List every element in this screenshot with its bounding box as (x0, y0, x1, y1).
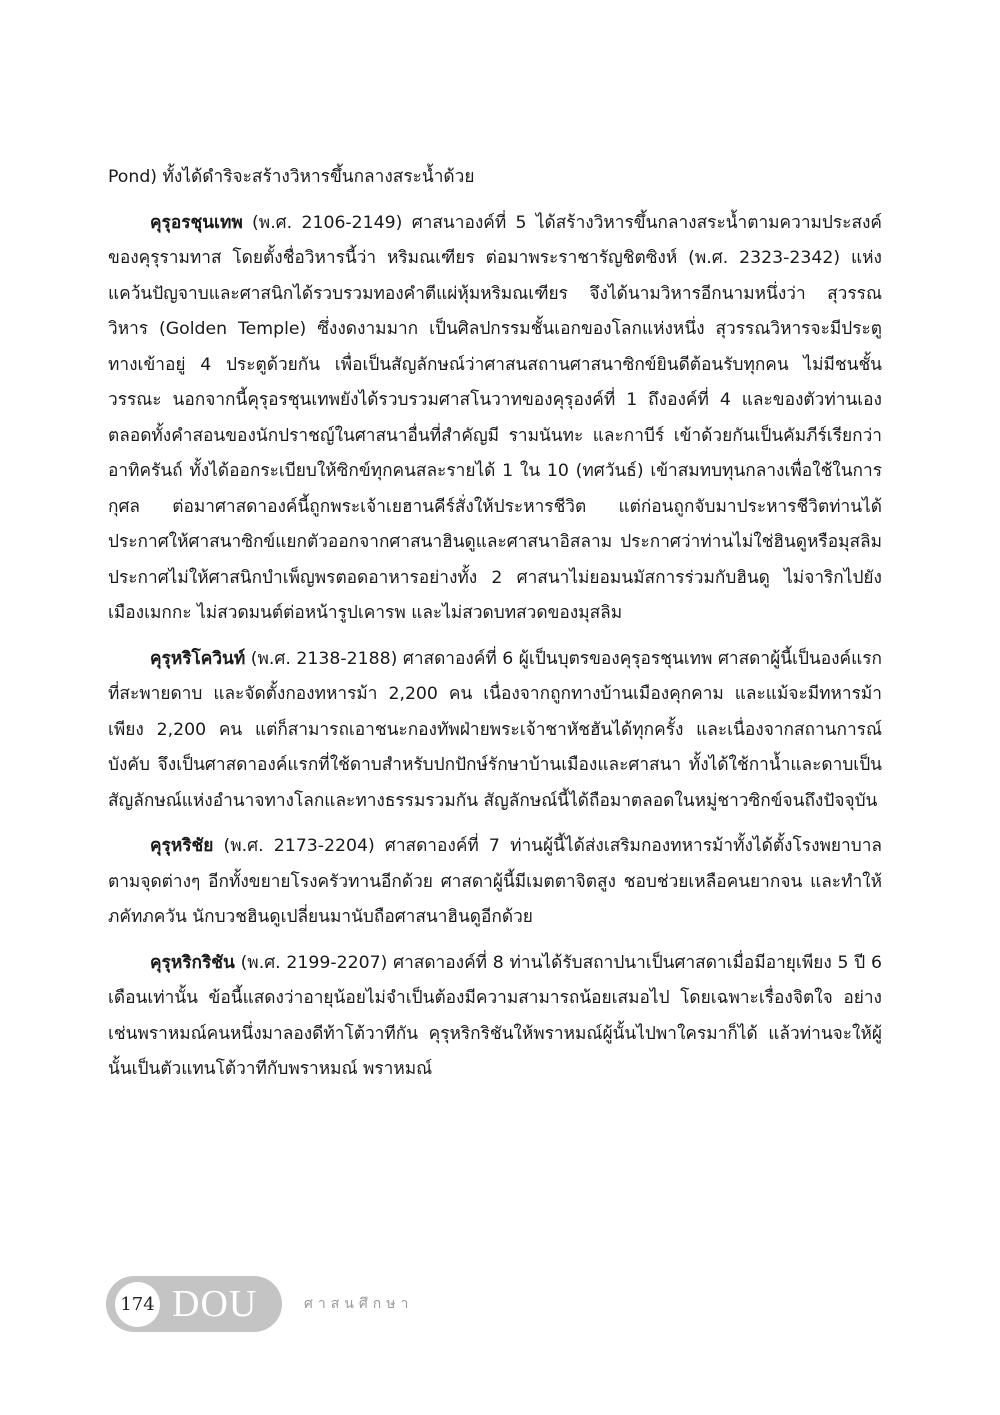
page-badge (106, 1276, 282, 1332)
guru-name: คุรุหริชัย (150, 836, 214, 856)
book-title: ศาสนศึกษา (304, 1296, 414, 1312)
guru-name: คุรุหริโควินท์ (150, 648, 246, 669)
paragraph-text: (พ.ศ. 2138-2188) ศาสดาองค์ที่ 6 ผู้เป็นบุตรของคุรุอรชุนเทพ ศาสดาผู้นี้เป็นองค์แรกที่สะพายดาบ และจัดตั้งกองทหารม้า 2,200 คน เนื่องจากถูกทางบ้านเมืองคุกคาม และแม้จะมีทหารม้าเพียง 2,200 คน แต่ก็สามารถเอาชนะกองทัพฝ่ายพระเจ้าชาหัชฮันได้ทุกครั้ง และเนื่องจากสถานการณ์บังคับ จึงเป็นศาสดาองค์แรกที่ใช้ดาบสำหรับปกปักษ์รักษาบ้านเมืองและศาสนา ทั้งได้ใช้กาน้ำและดาบเป็นสัญลักษณ์แห่งอำนาจทางโลกและทางธรรมรวมกัน สัญลักษณ์นี้ได้ถือมาตลอดในหมู่ชาวซิกข์จนถึงปัจจุบัน (108, 648, 882, 811)
paragraph-guru-6 (108, 642, 882, 820)
paragraph-text: (พ.ศ. 2106-2149) ศาสนาองค์ที่ 5 ได้สร้างวิหารขึ้นกลางสระน้ำตามความประสงค์ของคุรุรามทาส โดยตั้งชื่อวิหารนี้ว่า หริมณเฑียร ต่อมาพระราชารัญชิตซิงห์ (พ.ศ. 2323-2342) แห่งแคว้นปัญจาบและศาสนิกได้รวบรวมทองคำตีแผ่หุ้มหริมณเฑียร จึงได้นามวิหารอีกนามหนึ่งว่า สุวรรณวิหาร (Golden Temple) ซึ่งงดงามมาก เป็นศิลปกรรมชั้นเอกของโลกแห่งหนึ่ง สุวรรณวิหารจะมีประตูทางเข้าอยู่ 4 ประตูด้วยกัน เพื่อเป็นสัญลักษณ์ว่าศาสนสถานศาสนาซิกข์ยินดีต้อนรับทุกคน ไม่มีชนชั้นวรรณะ นอกจากนี้คุรุอรชุนเทพยังได้รวบรวมศาสโนวาทของคุรุองค์ที่ 1 ถึงองค์ที่ 4 และของตัวท่านเอง ตลอดทั้งคำสอนของนักปราชญ์ในศาสนาอื่นที่สำคัญมี รามนันทะ และกาบีร์ เข้าด้วยกันเป็นคัมภีร์เรียกว่า อาทิครันถ์ ทั้งได้ออกระเบียบให้ซิกข์ทุกคนสละรายได้ 1 ใน 10 (ทศวันธ์) เข้าสมทบทุนกลางเพื่อใช้ในการกุศล ต่อมาศาสดาองค์นี้ถูกพระเจ้าเยฮานคีร์สั่งให้ประหารชีวิต แต่ก่อนถูกจับมาประหารชีวิตท่านได้ประกาศให้ศาสนาซิกข์แยกตัวออกจากศาสนาฮินดูและศาสนาอิสลาม ประกาศว่าท่านไม่ใช่ฮินดูหรือมุสลิม ประกาศไม่ให้ศาสนิกบำเพ็ญพรตอดอาหารอย่างทั้ง 2 ศาสนาไม่ยอมนมัสการร่วมกับฮินดู ไม่จาริกไปยังเมืองเมกกะ ไม่สวดมนต์ต่อหน้ารูปเคารพ และไม่สวดบทสวดของมุสลิม (108, 212, 882, 623)
page-footer (106, 1276, 413, 1332)
page-number: 174 (115, 1282, 160, 1327)
paragraph-guru-7 (108, 829, 882, 936)
guru-name: คุรุอรชุนเทพ (150, 212, 243, 233)
page-body (108, 160, 882, 1088)
paragraph-intro (108, 160, 882, 196)
paragraph-text: (พ.ศ. 2199-2207) ศาสดาองค์ที่ 8 ท่านได้รับสถาปนาเป็นศาสดาเมื่อมีอายุเพียง 5 ปี 6 เดือนเท่านั้น ข้อนี้แสดงว่าอายุน้อยไม่จำเป็นต้องมีความสามารถน้อยเสมอไป โดยเฉพาะเรื่องจิตใจ อย่างเช่นพราหมณ์คนหนึ่งมาลองดีท้าโต้วาทีกัน คุรุหริกริชันให้พราหมณ์ผู้นั้นไปพาใครมาก็ได้ แล้วท่านจะให้ผู้นั้นเป็นตัวแทนโต้วาทีกับพราหมณ์ พราหมณ์ (108, 952, 882, 1079)
paragraph-guru-5 (108, 206, 882, 632)
guru-name: คุรุหริกริชัน (150, 952, 235, 973)
paragraph-text: (พ.ศ. 2173-2204) ศาสดาองค์ที่ 7 ท่านผู้นี้ได้ส่งเสริมกองทหารม้าทั้งได้ตั้งโรงพยาบาลตามจุดต่างๆ อีกทั้งขยายโรงครัวทานอีกด้วย ศาสดาผู้นี้มีเมตตาจิตสูง ชอบช่วยเหลือคนยากจน และทำให้ภคัทภควัน นักบวชฮินดูเปลี่ยนมานับถือศาสนาฮินดูอีกด้วย (108, 836, 882, 927)
paragraph-guru-8 (108, 946, 882, 1088)
dou-logo: DOU (172, 1283, 258, 1325)
paragraph-text: Pond) ทั้งได้ดำริจะสร้างวิหารขึ้นกลางสระน้ำด้วย (108, 167, 475, 187)
